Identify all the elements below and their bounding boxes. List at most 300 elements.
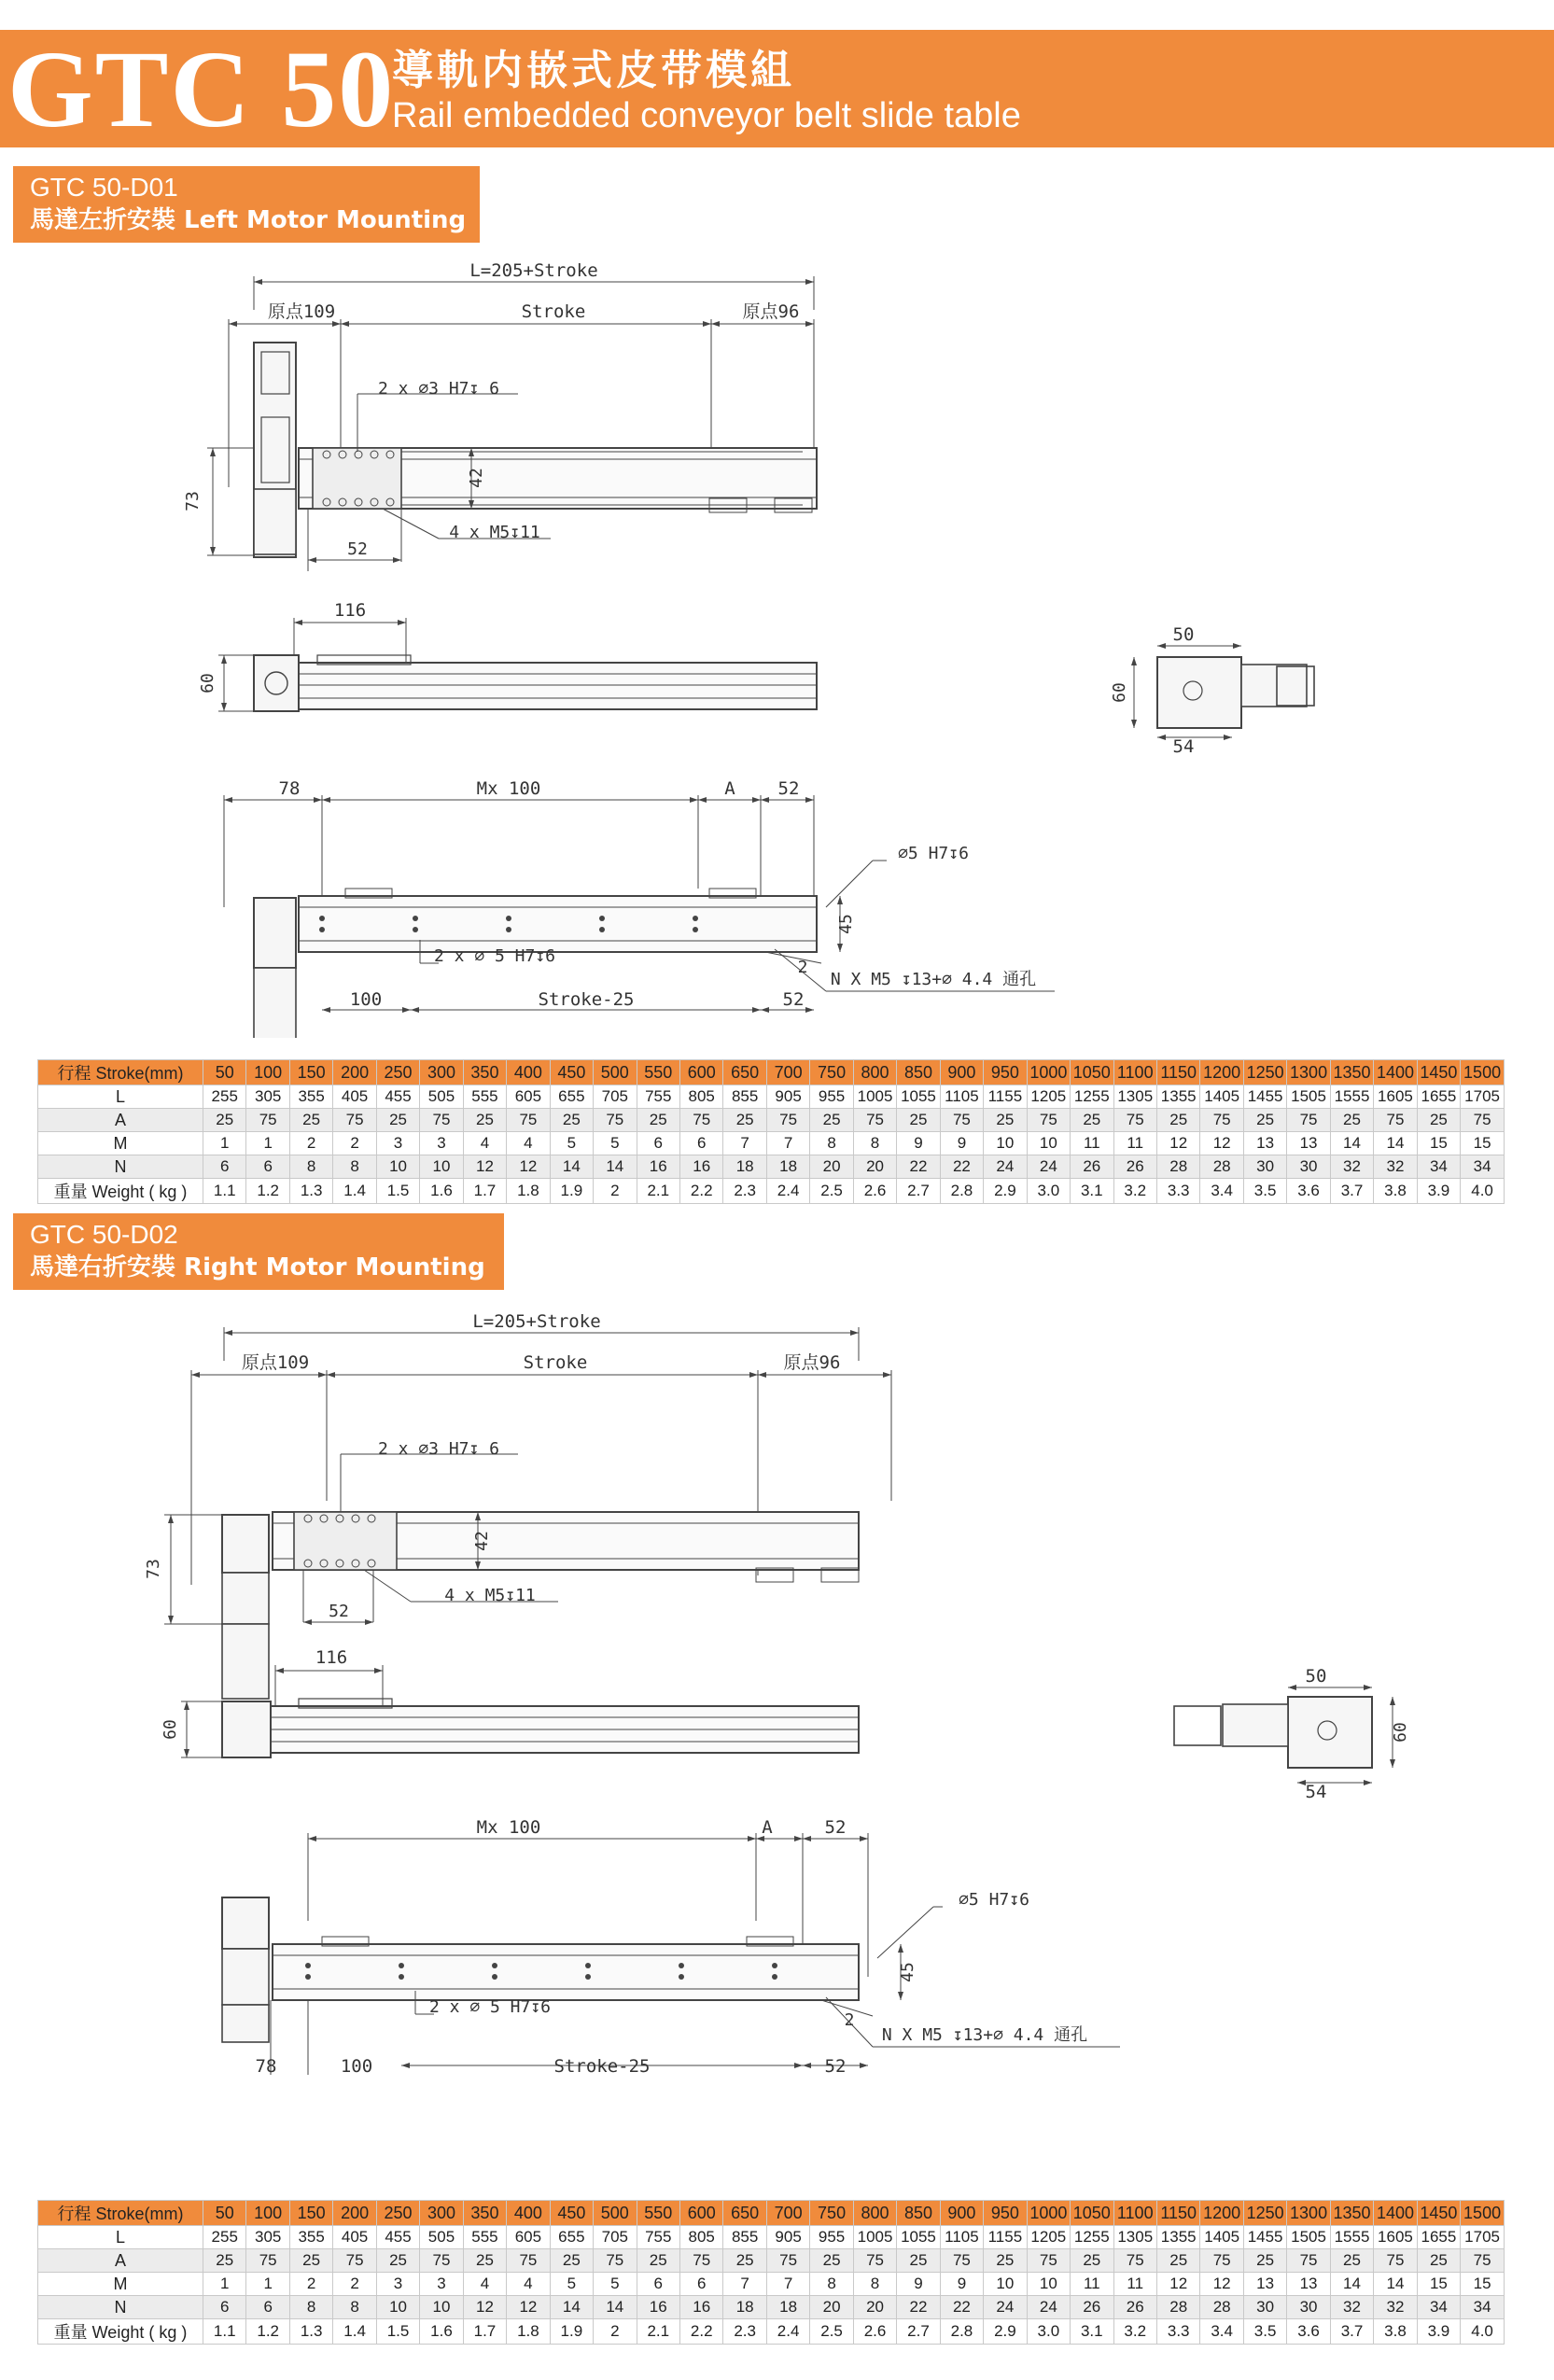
table-cell: 75 [246,1109,289,1132]
technical-drawing-left-motor [0,254,1554,1038]
table-cell: 11 [1071,1132,1113,1155]
table-cell: 1505 [1287,2226,1330,2249]
table-cell: 6 [637,1132,679,1155]
table-cell: 75 [1461,2249,1505,2273]
table-cell: 12 [463,1155,506,1179]
table-cell: 905 [766,1085,809,1109]
motor-end-side [222,1701,271,1757]
table-cell: 7 [723,1132,766,1155]
table-cell: 25 [984,1109,1027,1132]
table-cell: 34 [1461,2296,1505,2319]
table-cell: 18 [723,2296,766,2319]
table-cell: 9 [897,2273,940,2296]
mount-hole [413,916,418,921]
table-cell: 12 [463,2296,506,2319]
table-cell: 24 [1027,2296,1070,2319]
dimension-label: 45 [836,914,856,934]
row-label: L [38,1085,203,1109]
table-cell: 505 [420,1085,463,1109]
dimension-label: Stroke [523,1352,588,1373]
spec-table-d01 [37,1059,1505,1204]
table-cell: 25 [637,1109,679,1132]
motor-base [254,489,296,554]
model-title: GTC 50 [7,28,396,150]
table-cell: 1.1 [203,2319,246,2345]
table-cell: 1255 [1071,1085,1113,1109]
row-label: M [38,2273,203,2296]
motor-end-side [254,655,299,711]
drawing-line [826,1997,873,2047]
table-cell: 850 [897,1060,940,1085]
table-cell: 750 [810,1060,853,1085]
table-cell: 655 [550,2226,593,2249]
row-label: M [38,1132,203,1155]
table-cell: 600 [679,2201,722,2226]
table-cell: 1105 [940,1085,983,1109]
motor-bottom-cap [254,968,296,1038]
table-cell: 15 [1417,1132,1460,1155]
table-cell: 300 [420,1060,463,1085]
table-cell: 14 [1330,2273,1373,2296]
mount-hole [319,927,325,932]
table-cell: 1250 [1243,2201,1286,2226]
table-cell: 400 [507,2201,550,2226]
table-cell: 75 [766,1109,809,1132]
table-cell: 3 [420,1132,463,1155]
mount-hole [305,1963,311,1968]
table-cell: 25 [1330,2249,1373,2273]
table-cell: 250 [376,1060,419,1085]
table-cell: 75 [679,1109,722,1132]
table-cell: 355 [289,2226,332,2249]
table-cell: 2.9 [984,2319,1027,2345]
table-cell: 855 [723,2226,766,2249]
table-cell: 3.6 [1287,1179,1330,1204]
table-cell: 500 [594,2201,637,2226]
table-cell: 1200 [1200,1060,1243,1085]
table-cell: 400 [507,1060,550,1085]
table-cell: 2.3 [723,2319,766,2345]
motor-end [222,1624,269,1699]
table-cell: 3.2 [1113,2319,1156,2345]
table-cell: 22 [897,1155,940,1179]
table-cell: 6 [203,1155,246,1179]
table-cell: 5 [550,1132,593,1155]
table-cell: 1100 [1113,1060,1156,1085]
row-label: N [38,1155,203,1179]
table-cell: 2 [333,2273,376,2296]
table-cell: 75 [940,2249,983,2273]
table-cell: 1.2 [246,1179,289,1204]
table-cell: 250 [376,2201,419,2226]
table-cell: 16 [637,1155,679,1179]
drawing-line [775,949,826,991]
table-cell: 1500 [1461,2201,1505,2226]
mount-hole [693,916,698,921]
table-row [38,2249,1505,2273]
drawing-svg [0,1305,1554,2089]
table-cell: 24 [984,1155,1027,1179]
table-cell: 1050 [1071,2201,1113,2226]
dimension-label: 50 [1305,1666,1327,1687]
table-cell: 2.8 [940,1179,983,1204]
section-code: GTC 50-D02 [30,1220,178,1249]
table-cell: 18 [723,1155,766,1179]
table-cell: 3.1 [1071,2319,1113,2345]
table-cell: 1 [203,1132,246,1155]
table-cell: 2.5 [810,2319,853,2345]
table-cell: 1.7 [463,1179,506,1204]
table-cell: 25 [1071,1109,1113,1132]
table-cell: 705 [594,1085,637,1109]
table-cell: 22 [940,1155,983,1179]
table-cell: 25 [376,2249,419,2273]
table-cell: 1.7 [463,2319,506,2345]
dimension-label: 54 [1305,1782,1327,1802]
table-cell: 14 [1330,1132,1373,1155]
table-cell: 25 [637,2249,679,2273]
dimension-label: Stroke-25 [553,2056,651,2077]
table-cell: 1300 [1287,2201,1330,2226]
section-tab-d01 [13,166,480,243]
table-cell: 1055 [897,1085,940,1109]
mount-hole [319,916,325,921]
dimension-label: 60 [1110,682,1129,703]
dimension-label: 78 [255,2056,277,2077]
table-cell: 10 [1027,2273,1070,2296]
table-cell: 555 [463,2226,506,2249]
table-cell: 955 [810,2226,853,2249]
table-cell: 405 [333,2226,376,2249]
table-cell: 16 [637,2296,679,2319]
table-cell: 14 [550,2296,593,2319]
table-cell: 13 [1287,1132,1330,1155]
table-cell: 1555 [1330,2226,1373,2249]
table-cell: 1.1 [203,1179,246,1204]
section-tab-d02 [13,1213,504,1290]
dimension-label: 原点109 [241,1352,310,1373]
dimension-label: 116 [315,1647,348,1668]
table-cell: 3.7 [1330,1179,1373,1204]
table-cell: 1200 [1200,2201,1243,2226]
table-cell: 25 [1156,2249,1199,2273]
table-cell: 805 [679,1085,722,1109]
table-cell: 10 [1027,1132,1070,1155]
row-label: 重量 Weight ( kg ) [38,1179,203,1204]
table-cell: 1355 [1156,1085,1199,1109]
table-cell: 1050 [1071,1060,1113,1085]
table-cell: 305 [246,1085,289,1109]
table-cell: 3.5 [1243,2319,1286,2345]
table-row [38,1132,1505,1155]
table-cell: 75 [333,1109,376,1132]
table-cell: 2.1 [637,2319,679,2345]
table-cell: 350 [463,2201,506,2226]
table-row [38,1179,1505,1204]
table-cell: 305 [246,2226,289,2249]
dimension-label: 50 [1172,624,1195,645]
title-english: Rail embedded conveyor belt slide table [392,96,1021,135]
table-cell: 255 [203,1085,246,1109]
row-label: N [38,2296,203,2319]
table-cell: 1450 [1417,1060,1460,1085]
table-cell: 955 [810,1085,853,1109]
row-label: A [38,1109,203,1132]
table-cell: 255 [203,2226,246,2249]
table-cell: 7 [766,1132,809,1155]
table-cell: 11 [1071,2273,1113,2296]
table-cell: 1305 [1113,2226,1156,2249]
table-cell: 75 [333,2249,376,2273]
table-cell: 2 [594,2319,637,2345]
table-cell: 2 [289,2273,332,2296]
motor-housing [222,1515,269,1573]
table-cell: 1355 [1156,2226,1199,2249]
dimension-label: 2 x ∅3 H7↧ 6 [377,1439,500,1459]
table-cell: 3.8 [1374,1179,1417,1204]
table-cell: 10 [984,1132,1027,1155]
table-cell: 950 [984,2201,1027,2226]
rail-bottom [299,896,817,952]
mount-hole [506,927,511,932]
table-cell: 12 [1156,1132,1199,1155]
table-cell: 32 [1374,1155,1417,1179]
table-cell: 25 [897,2249,940,2273]
table-cell: 32 [1330,2296,1373,2319]
table-cell: 4 [463,1132,506,1155]
table-cell: 450 [550,1060,593,1085]
end-view-motor [1223,1704,1288,1746]
table-cell: 3.1 [1071,1179,1113,1204]
table-cell: 25 [810,2249,853,2273]
table-cell: 1400 [1374,2201,1417,2226]
dimension-label: 52 [824,2056,847,2077]
table-cell: 550 [637,1060,679,1085]
table-cell: 14 [594,2296,637,2319]
table-cell: 3.5 [1243,1179,1286,1204]
end-view-body [1288,1697,1372,1768]
table-cell: 4 [463,2273,506,2296]
dimension-label: 73 [144,1559,163,1579]
table-cell: 2 [333,1132,376,1155]
table-cell: 905 [766,2226,809,2249]
table-row [38,2296,1505,2319]
table-cell: 75 [1027,2249,1070,2273]
table-cell: 1100 [1113,2201,1156,2226]
table-cell: 200 [333,1060,376,1085]
table-cell: 1205 [1027,1085,1070,1109]
motor-bottom [222,1897,269,1949]
table-cell: 1250 [1243,1060,1286,1085]
table-cell: 1.6 [420,1179,463,1204]
table-cell: 450 [550,2201,593,2226]
table-cell: 18 [766,2296,809,2319]
table-cell: 25 [1156,1109,1199,1132]
table-cell: 20 [853,1155,896,1179]
table-cell: 1405 [1200,1085,1243,1109]
table-cell: 4 [507,2273,550,2296]
table-cell: 1.2 [246,2319,289,2345]
table-cell: 30 [1243,2296,1286,2319]
table-cell: 75 [246,2249,289,2273]
table-cell: 1450 [1417,2201,1460,2226]
section-name: 馬達右折安裝 Right Motor Mounting [30,1253,485,1281]
table-cell: 600 [679,1060,722,1085]
table-cell: 1.4 [333,2319,376,2345]
mount-hole [585,1974,591,1980]
table-cell: 24 [984,2296,1027,2319]
table-cell: 1.3 [289,1179,332,1204]
table-cell: 25 [897,1109,940,1132]
mount-hole [679,1974,684,1980]
table-cell: 26 [1113,1155,1156,1179]
dimension-label: 4 x M5↧11 [444,1586,536,1605]
table-cell: 650 [723,2201,766,2226]
table-cell: 1.9 [550,2319,593,2345]
table-row [38,1085,1505,1109]
table-cell: 2.6 [853,2319,896,2345]
table-cell: 605 [507,1085,550,1109]
section-name: 馬達左折安裝 Left Motor Mounting [30,206,467,234]
table-row [38,2319,1505,2345]
dimension-label: 2 x ∅ 5 H7↧6 [433,946,556,966]
table-cell: 14 [1374,1132,1417,1155]
table-cell: 75 [1287,2249,1330,2273]
dimension-label: N X M5 ↧13+∅ 4.4 通孔 [830,970,1037,989]
table-cell: 75 [1200,1109,1243,1132]
spec-table-d02 [37,2200,1505,2345]
mount-hole [399,1963,404,1968]
table-cell: 25 [463,2249,506,2273]
table-cell: 1.5 [376,1179,419,1204]
table-row [38,2226,1505,2249]
dimension-label: 116 [333,600,367,621]
dimension-label: ∅5 H7↧6 [898,844,969,863]
table-cell: 1255 [1071,2226,1113,2249]
table-cell: 75 [1200,2249,1243,2273]
table-cell: 9 [940,2273,983,2296]
table-cell: 75 [853,2249,896,2273]
table-cell: 10 [376,2296,419,2319]
table-cell: 15 [1417,2273,1460,2296]
table-cell: 3 [376,2273,419,2296]
dimension-label: L=205+Stroke [469,260,598,281]
row-label: A [38,2249,203,2273]
dimension-label: 2 x ∅ 5 H7↧6 [428,1997,552,2017]
table-cell: 18 [766,1155,809,1179]
table-cell: 5 [594,2273,637,2296]
table-cell: 22 [897,2296,940,2319]
table-cell: 25 [723,2249,766,2273]
dimension-label: 60 [198,673,217,693]
mount-hole [772,1974,777,1980]
table-cell: 13 [1287,2273,1330,2296]
table-cell: 25 [1243,1109,1286,1132]
table-cell: 75 [1461,1109,1505,1132]
dimension-label: 60 [1391,1722,1410,1743]
motor-bottom-cap [222,2005,269,2042]
table-cell: 1350 [1330,2201,1373,2226]
table-cell: 14 [550,1155,593,1179]
table-cell: 28 [1200,2296,1243,2319]
dimension-label: 2 [844,2010,855,2030]
table-cell: 300 [420,2201,463,2226]
table-cell: 3 [420,2273,463,2296]
table-cell: 2.9 [984,1179,1027,1204]
rail-side [299,663,817,709]
table-cell: 2.4 [766,1179,809,1204]
mount-hole [399,1974,404,1980]
table-cell: 705 [594,2226,637,2249]
table-cell: 25 [1417,1109,1460,1132]
table-cell: 25 [203,2249,246,2273]
table-cell: 355 [289,1085,332,1109]
table-cell: 32 [1330,1155,1373,1179]
table-cell: 2.7 [897,1179,940,1204]
table-cell: 455 [376,1085,419,1109]
table-cell: 605 [507,2226,550,2249]
dimension-label: Stroke-25 [538,989,635,1010]
table-row [38,2201,1505,2226]
table-cell: 1000 [1027,2201,1070,2226]
dimension-label: 52 [782,989,805,1010]
table-cell: 1505 [1287,1085,1330,1109]
table-cell: 50 [203,1060,246,1085]
title-chinese: 導軌内嵌式皮带模組 [392,47,795,94]
table-cell: 75 [1027,1109,1070,1132]
table-cell: 900 [940,1060,983,1085]
header-banner [0,28,1554,150]
table-cell: 13 [1243,1132,1286,1155]
table-cell: 805 [679,2226,722,2249]
table-cell: 2.2 [679,2319,722,2345]
dimension-label: 原点96 [783,1352,841,1373]
table-cell: 555 [463,1085,506,1109]
row-label: 重量 Weight ( kg ) [38,2319,203,2345]
table-cell: 34 [1417,1155,1460,1179]
table-cell: 2.4 [766,2319,809,2345]
table-cell: 20 [810,2296,853,2319]
table-cell: 655 [550,1085,593,1109]
rail-bottom [273,1944,859,2000]
table-cell: 8 [810,2273,853,2296]
table-cell: 1405 [1200,2226,1243,2249]
table-cell: 3.0 [1027,1179,1070,1204]
drawing-line [383,509,439,539]
drawing-line [765,952,821,963]
table-cell: 8 [289,1155,332,1179]
table-cell: 6 [637,2273,679,2296]
table-cell: 12 [507,2296,550,2319]
table-cell: 7 [766,2273,809,2296]
mount-hole [772,1963,777,1968]
table-cell: 7 [723,2273,766,2296]
table-cell: 3.3 [1156,2319,1199,2345]
table-cell: 5 [594,1132,637,1155]
table-cell: 25 [723,1109,766,1132]
table-cell: 10 [376,1155,419,1179]
table-cell: 75 [420,2249,463,2273]
table-cell: 25 [550,1109,593,1132]
table-cell: 2.8 [940,2319,983,2345]
table-cell: 1205 [1027,2226,1070,2249]
dimension-label: 52 [347,539,368,559]
table-cell: 1005 [853,2226,896,2249]
table-cell: 1350 [1330,1060,1373,1085]
mount-hole [506,916,511,921]
dimension-label: 60 [161,1719,180,1740]
table-cell: 1655 [1417,2226,1460,2249]
